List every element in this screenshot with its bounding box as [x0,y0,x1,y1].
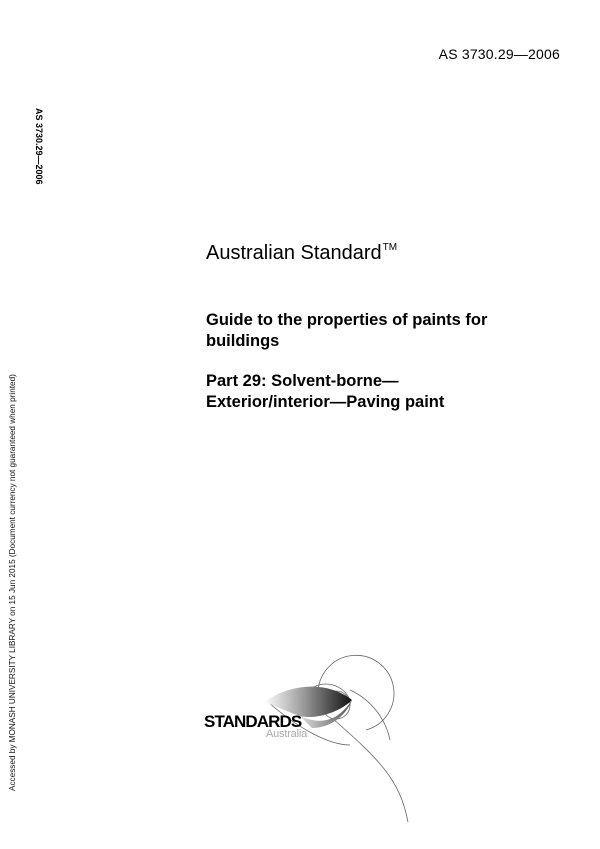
access-note: Accessed by MONASH UNIVERSITY LIBRARY on 15 Jun 2015 (Document currency not guaranteed when printed) [8,374,17,791]
trademark-symbol: TM [382,242,398,253]
standard-label-text: Australian Standard [206,242,382,264]
part-heading-line-2: Exterior/interior—Paving paint [206,393,445,411]
document-title: Guide to the properties of paints for buildings [206,311,488,350]
logo-subtext: Australia [266,728,307,740]
part-heading-line-1: Part 29: Solvent-borne— [206,372,399,390]
document-number: AS 3730.29—2006 [438,46,560,62]
spine-document-number: AS 3730.29—2006 [34,108,44,185]
logo-wordmark: STANDARDS [204,712,302,731]
